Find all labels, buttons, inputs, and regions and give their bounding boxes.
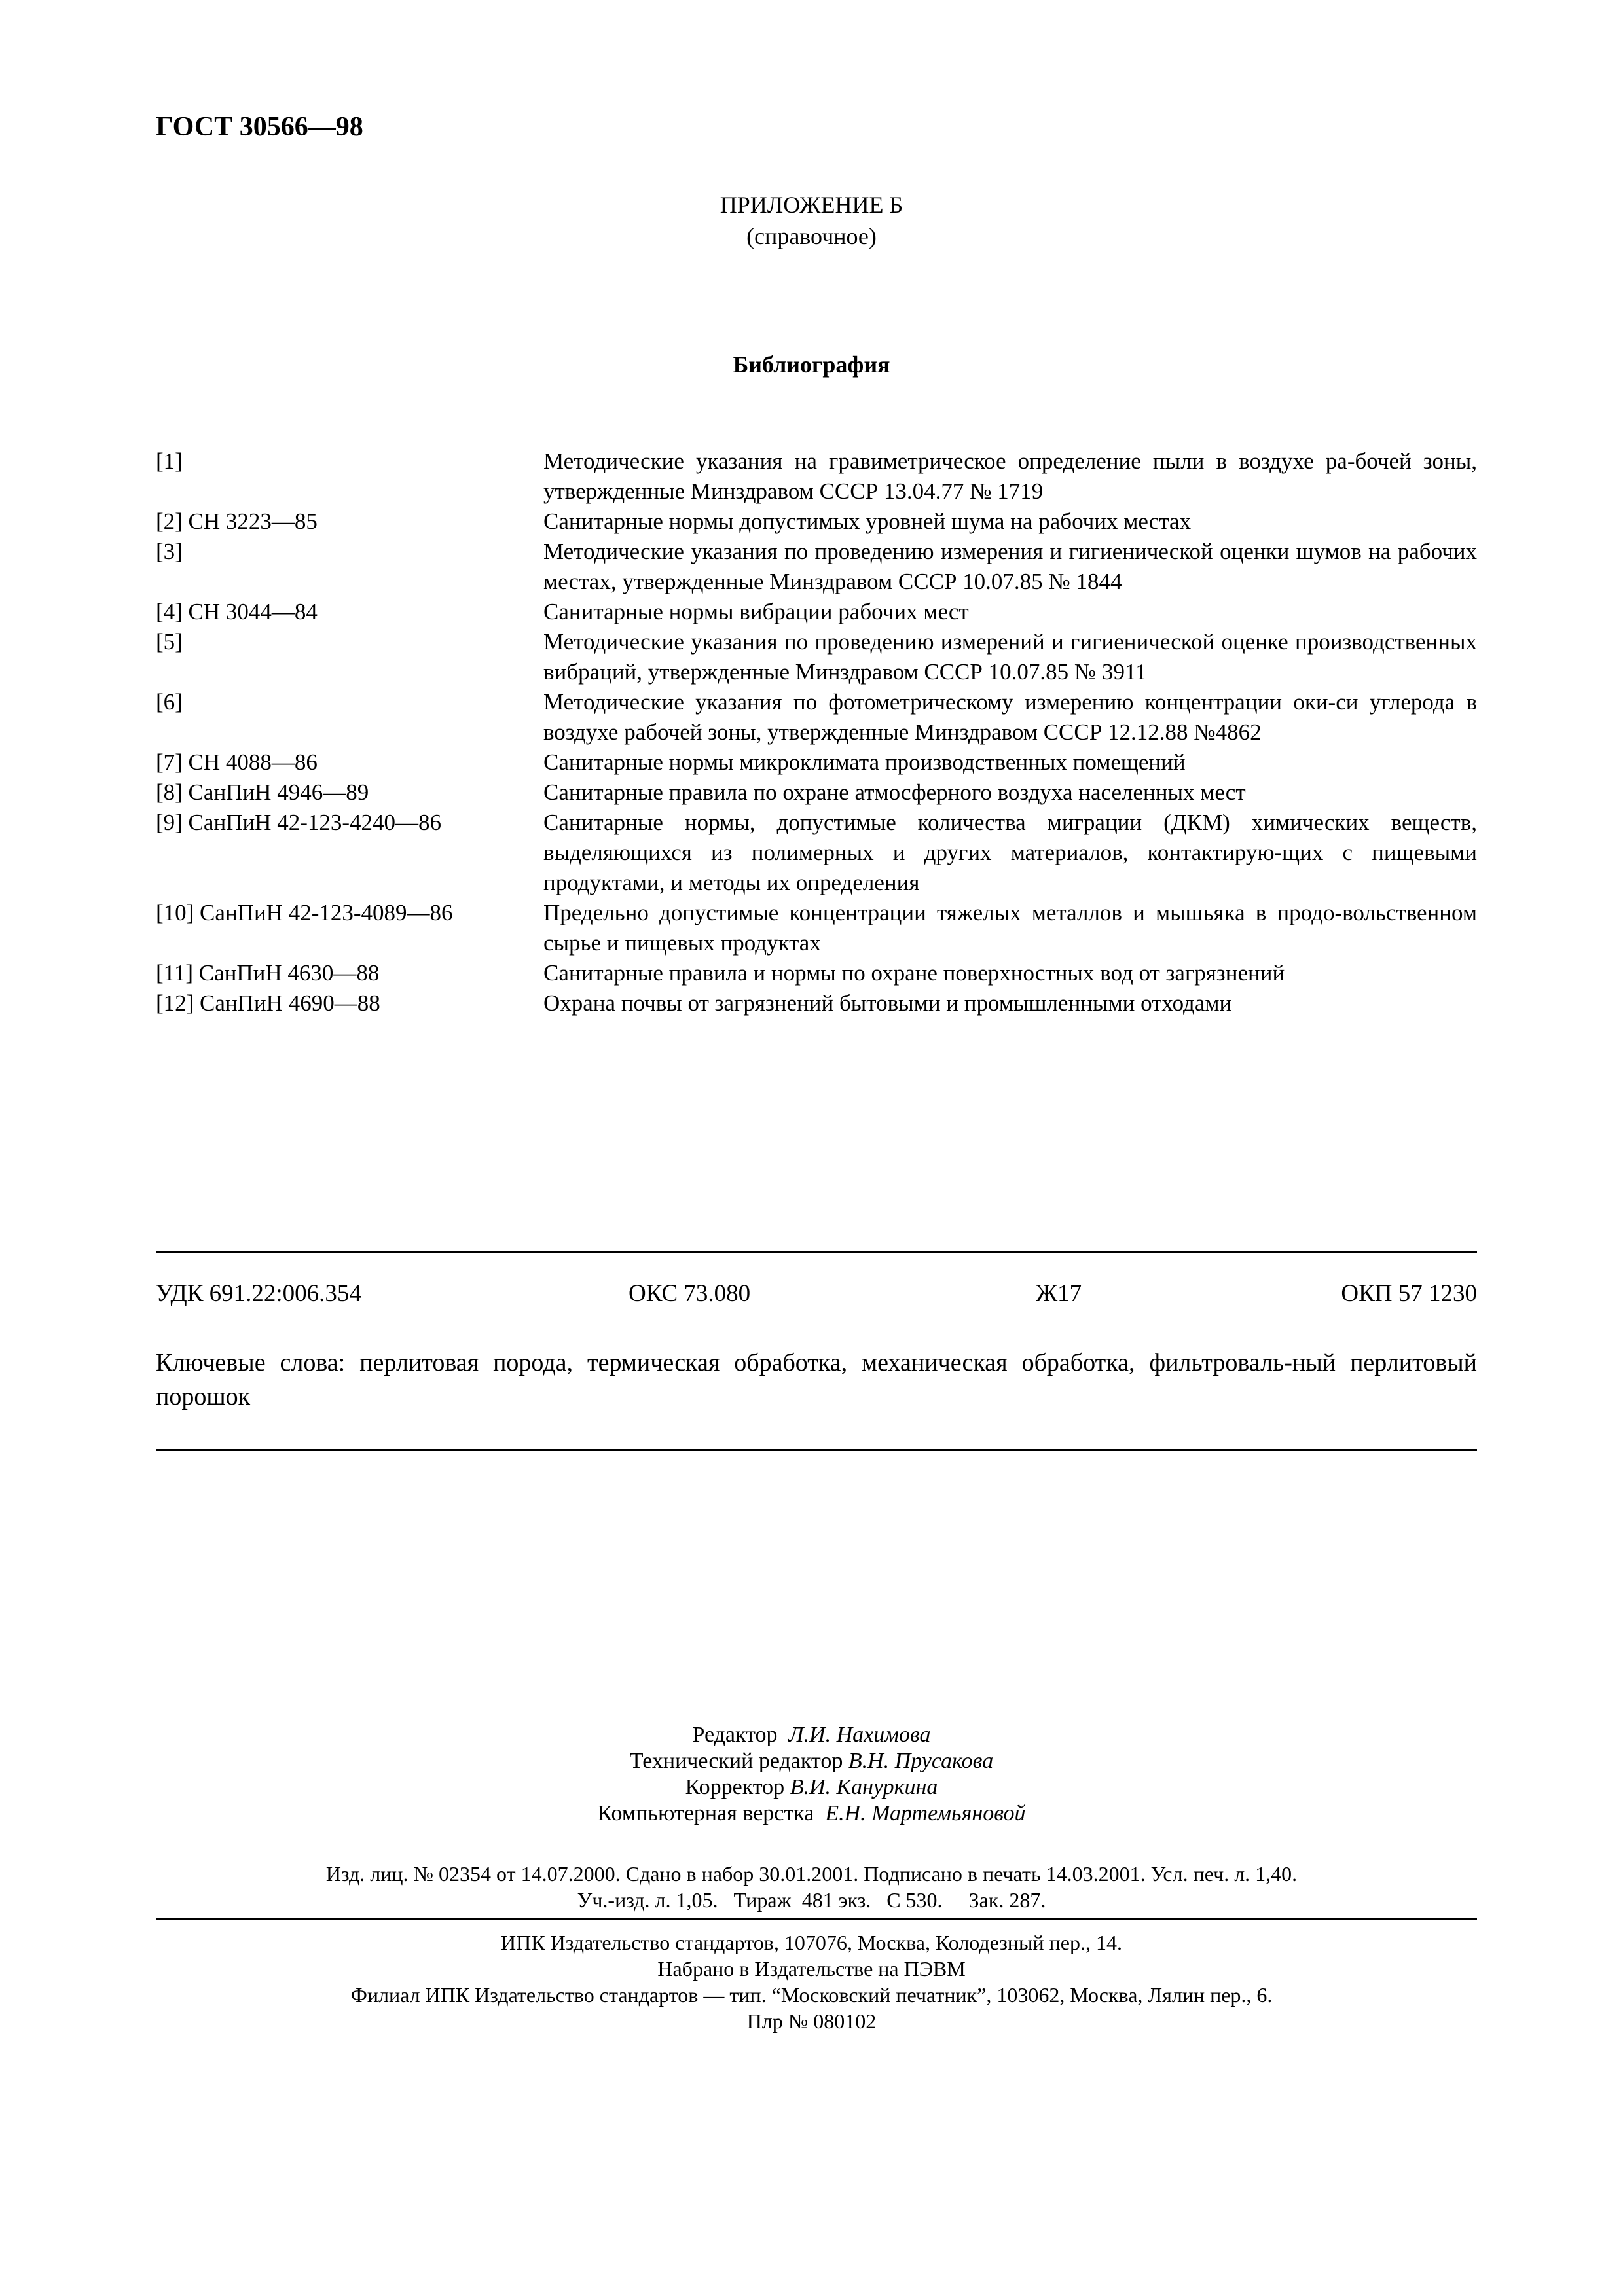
- credit-role: Редактор: [692, 1723, 778, 1747]
- divider-keywords: [156, 1449, 1477, 1451]
- bibliography-text: Санитарные нормы допустимых уровней шума на рабочих местах: [543, 509, 1192, 534]
- bibliography-entry: [156, 958, 1477, 988]
- credit-role: Компьютерная верстка: [597, 1801, 814, 1825]
- divider-top: [156, 1251, 1477, 1253]
- bibliography-title: Библиография: [733, 351, 890, 378]
- publication-line: Уч.-изд. л. 1,05. Тираж 481 экз. С 530. Зак. 287.: [577, 1888, 1046, 1912]
- credit-line: [0, 1801, 1623, 1827]
- okp-code: ОКП 57 1230: [1341, 1280, 1477, 1307]
- bibliography-text: Охрана почвы от загрязнений бытовыми и промышленными отходами: [543, 990, 1232, 1016]
- bibliography-entry: [156, 808, 1477, 898]
- bibliography-text: Санитарные правила и нормы по охране поверхностных вод от загрязнений: [543, 960, 1285, 986]
- appendix-kind: (справочное): [746, 223, 877, 249]
- credit-name: В.И. Кануркина: [790, 1775, 938, 1799]
- bibliography-ref: [5]: [156, 629, 183, 655]
- credit-role: Корректор: [685, 1775, 785, 1799]
- credit-line: [0, 1722, 1623, 1748]
- publication-line: Изд. лиц. № 02354 от 14.07.2000. Сдано в набор 30.01.2001. Подписано в печать 14.03.2001. Усл. печ. л. 1,40.: [325, 1862, 1298, 1886]
- bibliography-entry: [156, 597, 1477, 627]
- bibliography-text: Методические указания по проведению измерения и гигиенической оценки шумов на рабочих местах, утвержденные Минздравом СССР 10.07.85 № 1844: [543, 539, 1477, 594]
- credit-line: [0, 1748, 1623, 1774]
- publisher-info: [0, 1929, 1623, 2034]
- bibliography-entry: [156, 627, 1477, 687]
- credit-name: Л.И. Нахимова: [788, 1723, 931, 1747]
- publisher-line: ИПК Издательство стандартов, 107076, Москва, Колодезный пер., 14.: [501, 1931, 1122, 1954]
- bibliography-text: Санитарные нормы, допустимые количества миграции (ДКМ) химических веществ, выделяющихся из полимерных и других материалов, контактирую-щих с пищевыми продуктами, и методы их определения: [543, 810, 1477, 895]
- credit-name: В.Н. Прусакова: [848, 1749, 994, 1773]
- bibliography-entry: [156, 687, 1477, 747]
- bibliography-entry: [156, 507, 1477, 537]
- bibliography-text: Предельно допустимые концентрации тяжелых металлов и мышьяка в продо-вольственном сырье и пищевых продуктах: [543, 900, 1477, 956]
- bibliography-list: [156, 446, 1477, 1018]
- bibliography-text: Санитарные правила по охране атмосферного воздуха населенных мест: [543, 780, 1246, 805]
- bibliography-ref: [2] СН 3223—85: [156, 509, 318, 534]
- bibliography-entry: [156, 747, 1477, 778]
- document-code: ГОСТ 30566—98: [156, 112, 363, 142]
- bibliography-entry: [156, 537, 1477, 597]
- bibliography-text: Методические указания на гравиметрическое определение пыли в воздухе ра-бочей зоны, утвержденные Минздравом СССР 13.04.77 № 1719: [543, 448, 1477, 504]
- appendix-title: ПРИЛОЖЕНИЕ Б: [720, 192, 903, 218]
- bibliography-ref: [7] СН 4088—86: [156, 749, 318, 775]
- bibliography-ref: [6]: [156, 689, 183, 715]
- divider-imprint: [156, 1918, 1477, 1920]
- credit-role: Технический редактор: [629, 1749, 843, 1773]
- bibliography-entry: [156, 446, 1477, 507]
- keywords: Ключевые слова: перлитовая порода, термическая обработка, механическая обработка, фильтроваль-ный перлитовый порошок: [156, 1349, 1477, 1410]
- bibliography-ref: [1]: [156, 448, 183, 474]
- bibliography-entry: [156, 988, 1477, 1018]
- bibliography-text: Методические указания по проведению измерений и гигиенической оценке производственных вибраций, утвержденные Минздравом СССР 10.07.85 № 3911: [543, 629, 1477, 685]
- bibliography-ref: [9] СанПиН 42-123-4240—86: [156, 810, 442, 835]
- bibliography-ref: [10] СанПиН 42-123-4089—86: [156, 900, 453, 925]
- credits: [0, 1722, 1623, 1827]
- bibliography-ref: [11] СанПиН 4630—88: [156, 960, 380, 986]
- bibliography-ref: [4] СН 3044—84: [156, 599, 318, 624]
- bibliography-ref: [12] СанПиН 4690—88: [156, 990, 380, 1016]
- publisher-line: Набрано в Издательстве на ПЭВМ: [657, 1957, 966, 1981]
- udk-code: УДК 691.22:006.354: [156, 1280, 361, 1307]
- credit-name: Е.Н. Мартемьяновой: [825, 1801, 1026, 1825]
- credit-line: [0, 1774, 1623, 1801]
- bibliography-text: Санитарные нормы микроклимата производственных помещений: [543, 749, 1186, 775]
- bibliography-text: Санитарные нормы вибрации рабочих мест: [543, 599, 969, 624]
- classification-codes: [156, 1280, 1477, 1312]
- publication-info: [0, 1861, 1623, 1913]
- bibliography-text: Методические указания по фотометрическому измерению концентрации оки-си углерода в воздухе рабочей зоны, утвержденные Минздравом СССР 12.12.88 №4862: [543, 689, 1477, 745]
- bibliography-ref: [8] СанПиН 4946—89: [156, 780, 369, 805]
- bibliography-entry: [156, 778, 1477, 808]
- oks-code: ОКС 73.080: [629, 1280, 751, 1307]
- bibliography-entry: [156, 898, 1477, 958]
- publisher-line: Филиал ИПК Издательство стандартов — тип. “Московский печатник”, 103062, Москва, Лялин пер., 6.: [350, 1983, 1273, 2007]
- bibliography-ref: [3]: [156, 539, 183, 564]
- publisher-line: Плр № 080102: [746, 2009, 877, 2033]
- group-code: Ж17: [1036, 1280, 1082, 1307]
